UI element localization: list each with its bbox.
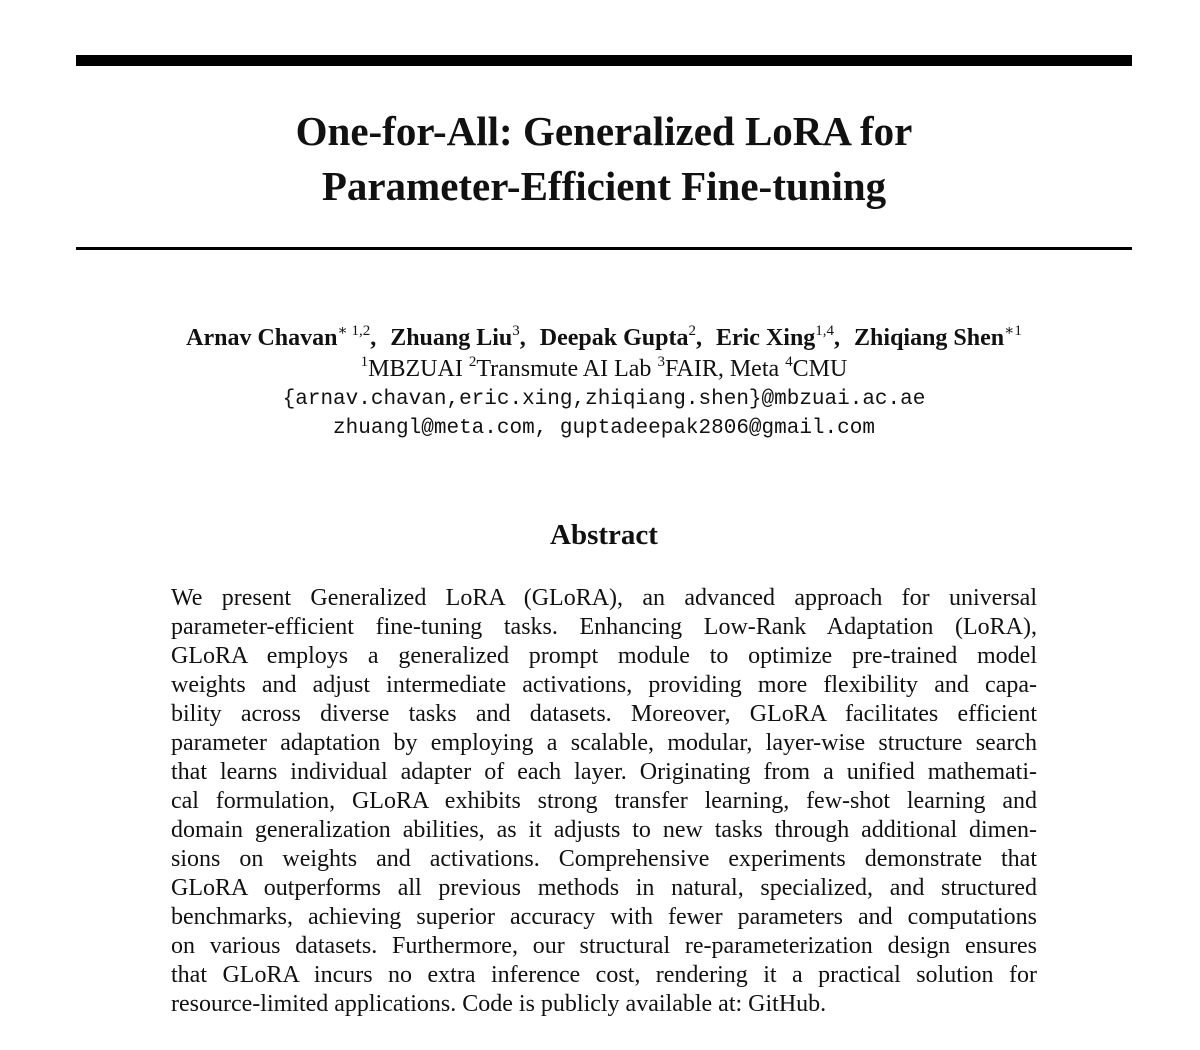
affiliation: $^1$MBZUAI — [360, 354, 463, 382]
author-list — [60, 322, 1148, 354]
abstract-line: domain generalization abilities, as it adjusts to new tasks through additional dimen- — [171, 817, 1037, 843]
title-bottom-rule — [76, 247, 1132, 250]
author: Eric Xing$^{1,4}$, — [715, 323, 841, 351]
abstract-heading: Abstract — [550, 519, 658, 551]
email-line-2: zhuangl@meta.com, guptadeepak2806@gmail.com — [333, 417, 875, 440]
abstract-line: benchmarks, achieving superior accuracy with fewer parameters and computations — [171, 904, 1037, 930]
affiliation: $^2$Transmute AI Lab — [468, 354, 652, 382]
title-line-2: Parameter-Efficient Fine-tuning — [321, 163, 887, 209]
author: Zhuang Liu$^3$, — [390, 323, 526, 351]
abstract-line: bility across diverse tasks and datasets. Moreover, GLoRA facilitates efficient — [171, 701, 1037, 727]
abstract-line: sions on weights and activations. Comprehensive experiments demonstrate that — [171, 846, 1037, 872]
author: Deepak Gupta$^2$, — [539, 323, 702, 351]
email-line-1: {arnav.chavan,eric.xing,zhiqiang.shen}@mbzuai.ac.ae — [282, 388, 926, 411]
top-rule — [76, 55, 1132, 66]
abstract-line: parameter-efficient fine-tuning tasks. Enhancing Low-Rank Adaptation (LoRA), — [171, 614, 1037, 640]
abstract-line: resource-limited applications. Code is publicly available at: GitHub. — [171, 991, 827, 1017]
abstract-line: GLoRA outperforms all previous methods in natural, specialized, and structured — [171, 875, 1037, 901]
abstract-line: that GLoRA incurs no extra inference cost, rendering it a practical solution for — [171, 962, 1037, 988]
abstract-line: cal formulation, GLoRA exhibits strong transfer learning, few-shot learning and — [171, 788, 1037, 814]
abstract-line: weights and adjust intermediate activations, providing more flexibility and capa- — [171, 672, 1037, 698]
paper-title — [76, 104, 1132, 214]
affiliation: $^4$CMU — [785, 354, 848, 382]
author: Arnav Chavan$^{∗ 1,2}$, — [186, 323, 377, 351]
title-line-1: One-for-All: Generalized LoRA for — [295, 108, 913, 154]
author: Zhiqiang Shen$^{∗1}$ — [854, 323, 1022, 351]
affiliations — [60, 354, 1148, 384]
abstract-line: parameter adaptation by employing a scalable, modular, layer-wise structure search — [171, 730, 1037, 756]
abstract-line: GLoRA employs a generalized prompt module to optimize pre-trained model — [171, 643, 1037, 669]
abstract-body — [171, 584, 1037, 1019]
abstract-line: that learns individual adapter of each layer. Originating from a unified mathemati- — [171, 759, 1037, 785]
abstract-line: We present Generalized LoRA (GLoRA), an advanced approach for universal — [171, 585, 1037, 611]
affiliation: $^3$FAIR, Meta — [657, 354, 780, 382]
abstract-line: on various datasets. Furthermore, our structural re-parameterization design ensures — [171, 933, 1037, 959]
